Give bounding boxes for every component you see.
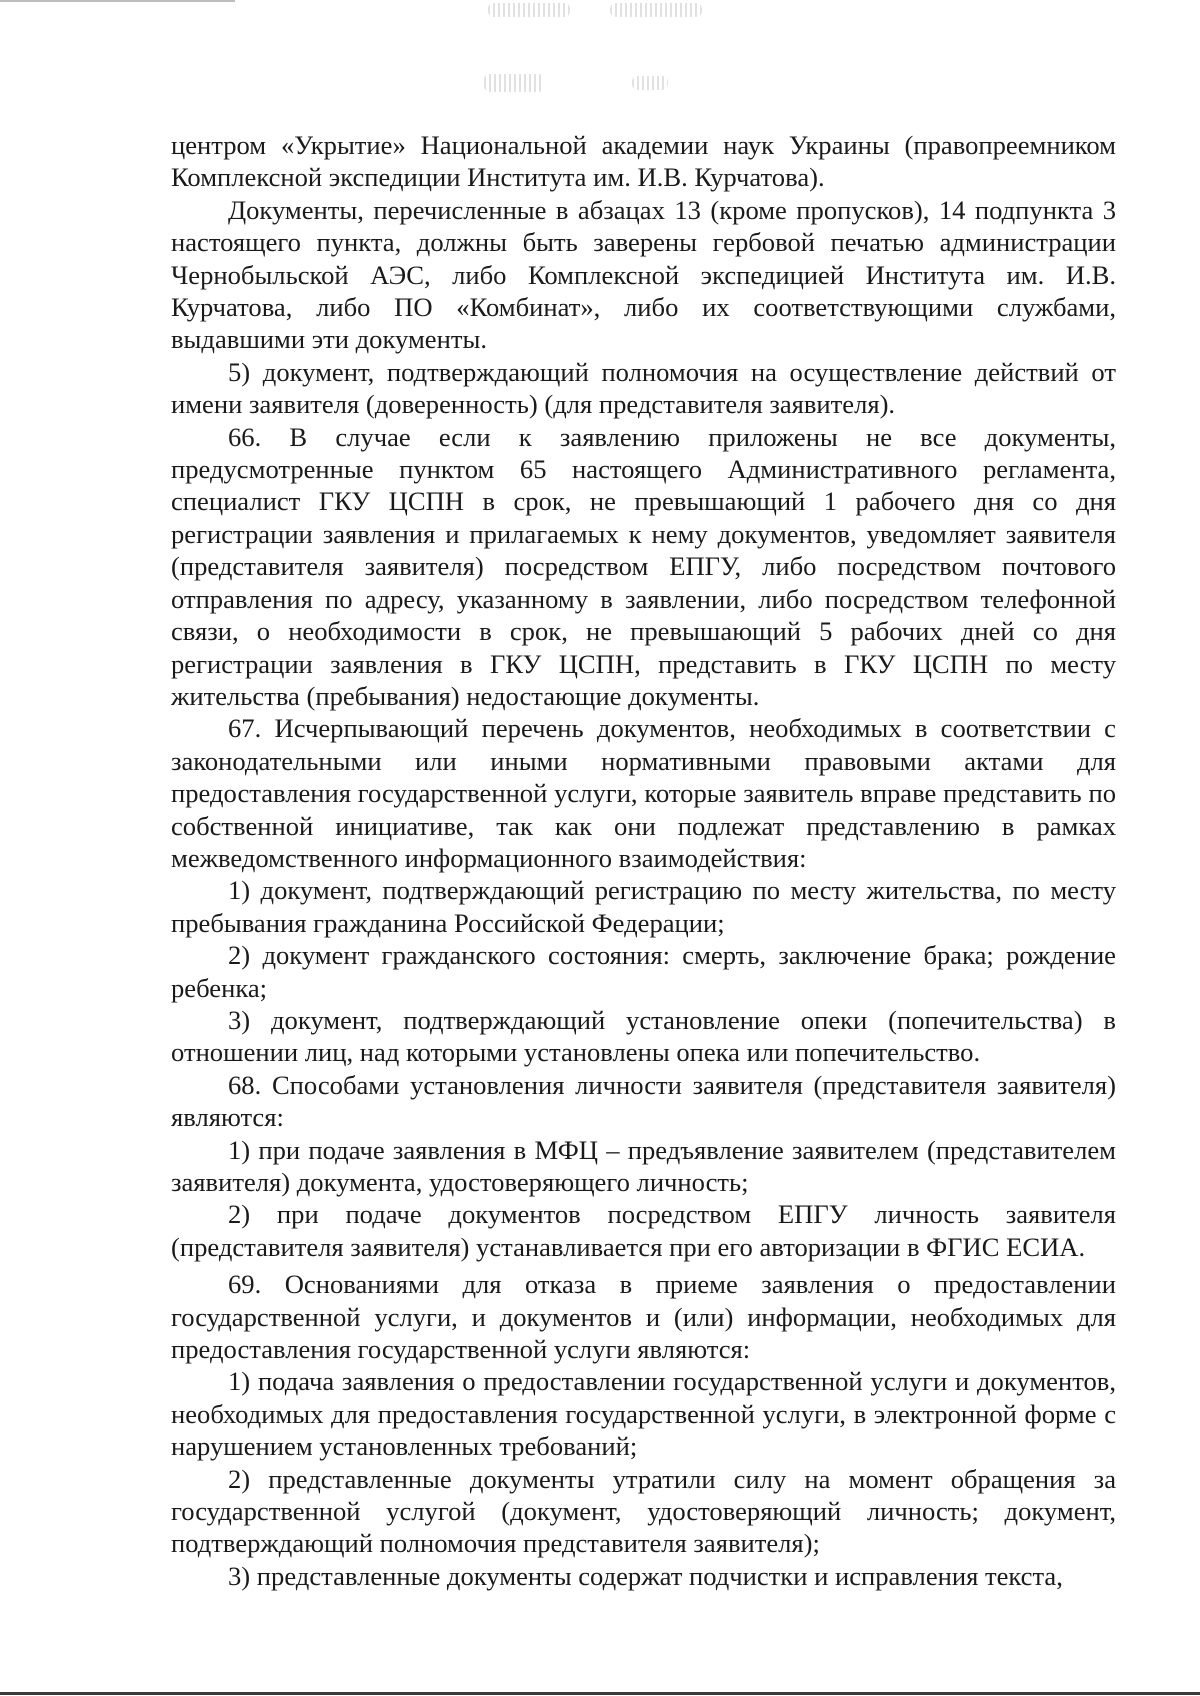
scan-artifact-noise [632, 76, 668, 90]
paragraph-69-item-1: 1) подача заявления о предоставлении государственной услуги и документов, необходимых для предоставления государственной услуги, в электронной форме с нарушением установленных требований; [171, 1366, 1116, 1462]
paragraph-66: 66. В случае если к заявлению приложены не все документы, предусмотренные пунктом 65 настоящего Административного регламента, специалист ГКУ ЦСПН в срок, не превышающий 1 рабочего дня со дня регистрации заявления и прилагаемых к нему документов, уведомляет заявителя (представителя заявителя) посредством ЕПГУ, либо посредством почтового отправления по адресу, указанному в заявлении, либо посредством телефонной связи, о необходимости в срок, не превышающий 5 рабочих дней со дня регистрации заявления в ГКУ ЦСПН, представить в ГКУ ЦСПН по месту жительства (пребывания) недостающие документы. [171, 421, 1116, 711]
paragraph-69: 69. Основаниями для отказа в приеме заявления о предоставлении государственной услуги, и документов и (или) информации, необходимых для предоставления государственной услуги являются: [171, 1269, 1116, 1365]
paragraph-67-item-3: 3) документ, подтверждающий установление опеки (попечительства) в отношении лиц, над которыми установлены опека или попечительство. [171, 1004, 1116, 1068]
paragraph-item-5-power-of-attorney: 5) документ, подтверждающий полномочия на осуществление действий от имени заявителя (доверенность) (для представителя заявителя). [171, 356, 1116, 420]
paragraph-69-item-2: 2) представленные документы утратили силу на момент обращения за государственной услугой (документ, удостоверяющий личность; документ, подтверждающий полномочия представителя заявителя); [171, 1463, 1116, 1559]
paragraph-certification: Документы, перечисленные в абзацах 13 (кроме пропусков), 14 подпункта 3 настоящего пункта, должны быть заверены гербовой печатью администрации Чернобыльской АЭС, либо Комплексной экспедицией Института им. И.В. Курчатова, либо ПО «Комбинат», либо их соответствующими службами, выдавшими эти документы. [171, 194, 1116, 355]
paragraph-67-item-2: 2) документ гражданского состояния: смерть, заключение брака; рождение ребенка; [171, 940, 1116, 1003]
paragraph-68-item-2: 2) при подаче документов посредством ЕПГУ личность заявителя (представителя заявителя) устанавливается при его авторизации в ФГИС ЕСИА. [171, 1199, 1116, 1262]
paragraph-68-item-1: 1) при подаче заявления в МФЦ – предъявление заявителем (представителем заявителя) документа, удостоверяющего личность; [171, 1134, 1116, 1197]
paragraph-67: 67. Исчерпывающий перечень документов, необходимых в соответствии с законодательными или иными нормативными правовыми актами для предоставления государственной услуги, которые заявитель вправе представить по собственной инициативе, так как они подлежат представлению в рамках межведомственного информационного взаимодействия: [171, 713, 1116, 873]
scan-artifact-top-line [0, 0, 235, 2]
paragraph-67-item-1: 1) документ, подтверждающий регистрацию по месту жительства, по месту пребывания гражданина Российской Федерации; [171, 875, 1116, 938]
scan-artifact-noise [610, 3, 702, 17]
scan-artifact-noise [484, 74, 544, 92]
document-body [171, 129, 1116, 1592]
scan-artifact-noise [488, 3, 570, 17]
paragraph-continuation: центром «Укрытие» Национальной академии наук Украины (правопреемником Комплексной экспедиции Института им. И.В. Курчатова). [171, 130, 1116, 193]
scan-artifact-bottom-line [0, 1692, 1200, 1695]
paragraph-68: 68. Способами установления личности заявителя (представителя заявителя) являются: [171, 1069, 1116, 1133]
paragraph-69-item-3: 3) представленные документы содержат подчистки и исправления текста, [228, 1560, 1063, 1591]
